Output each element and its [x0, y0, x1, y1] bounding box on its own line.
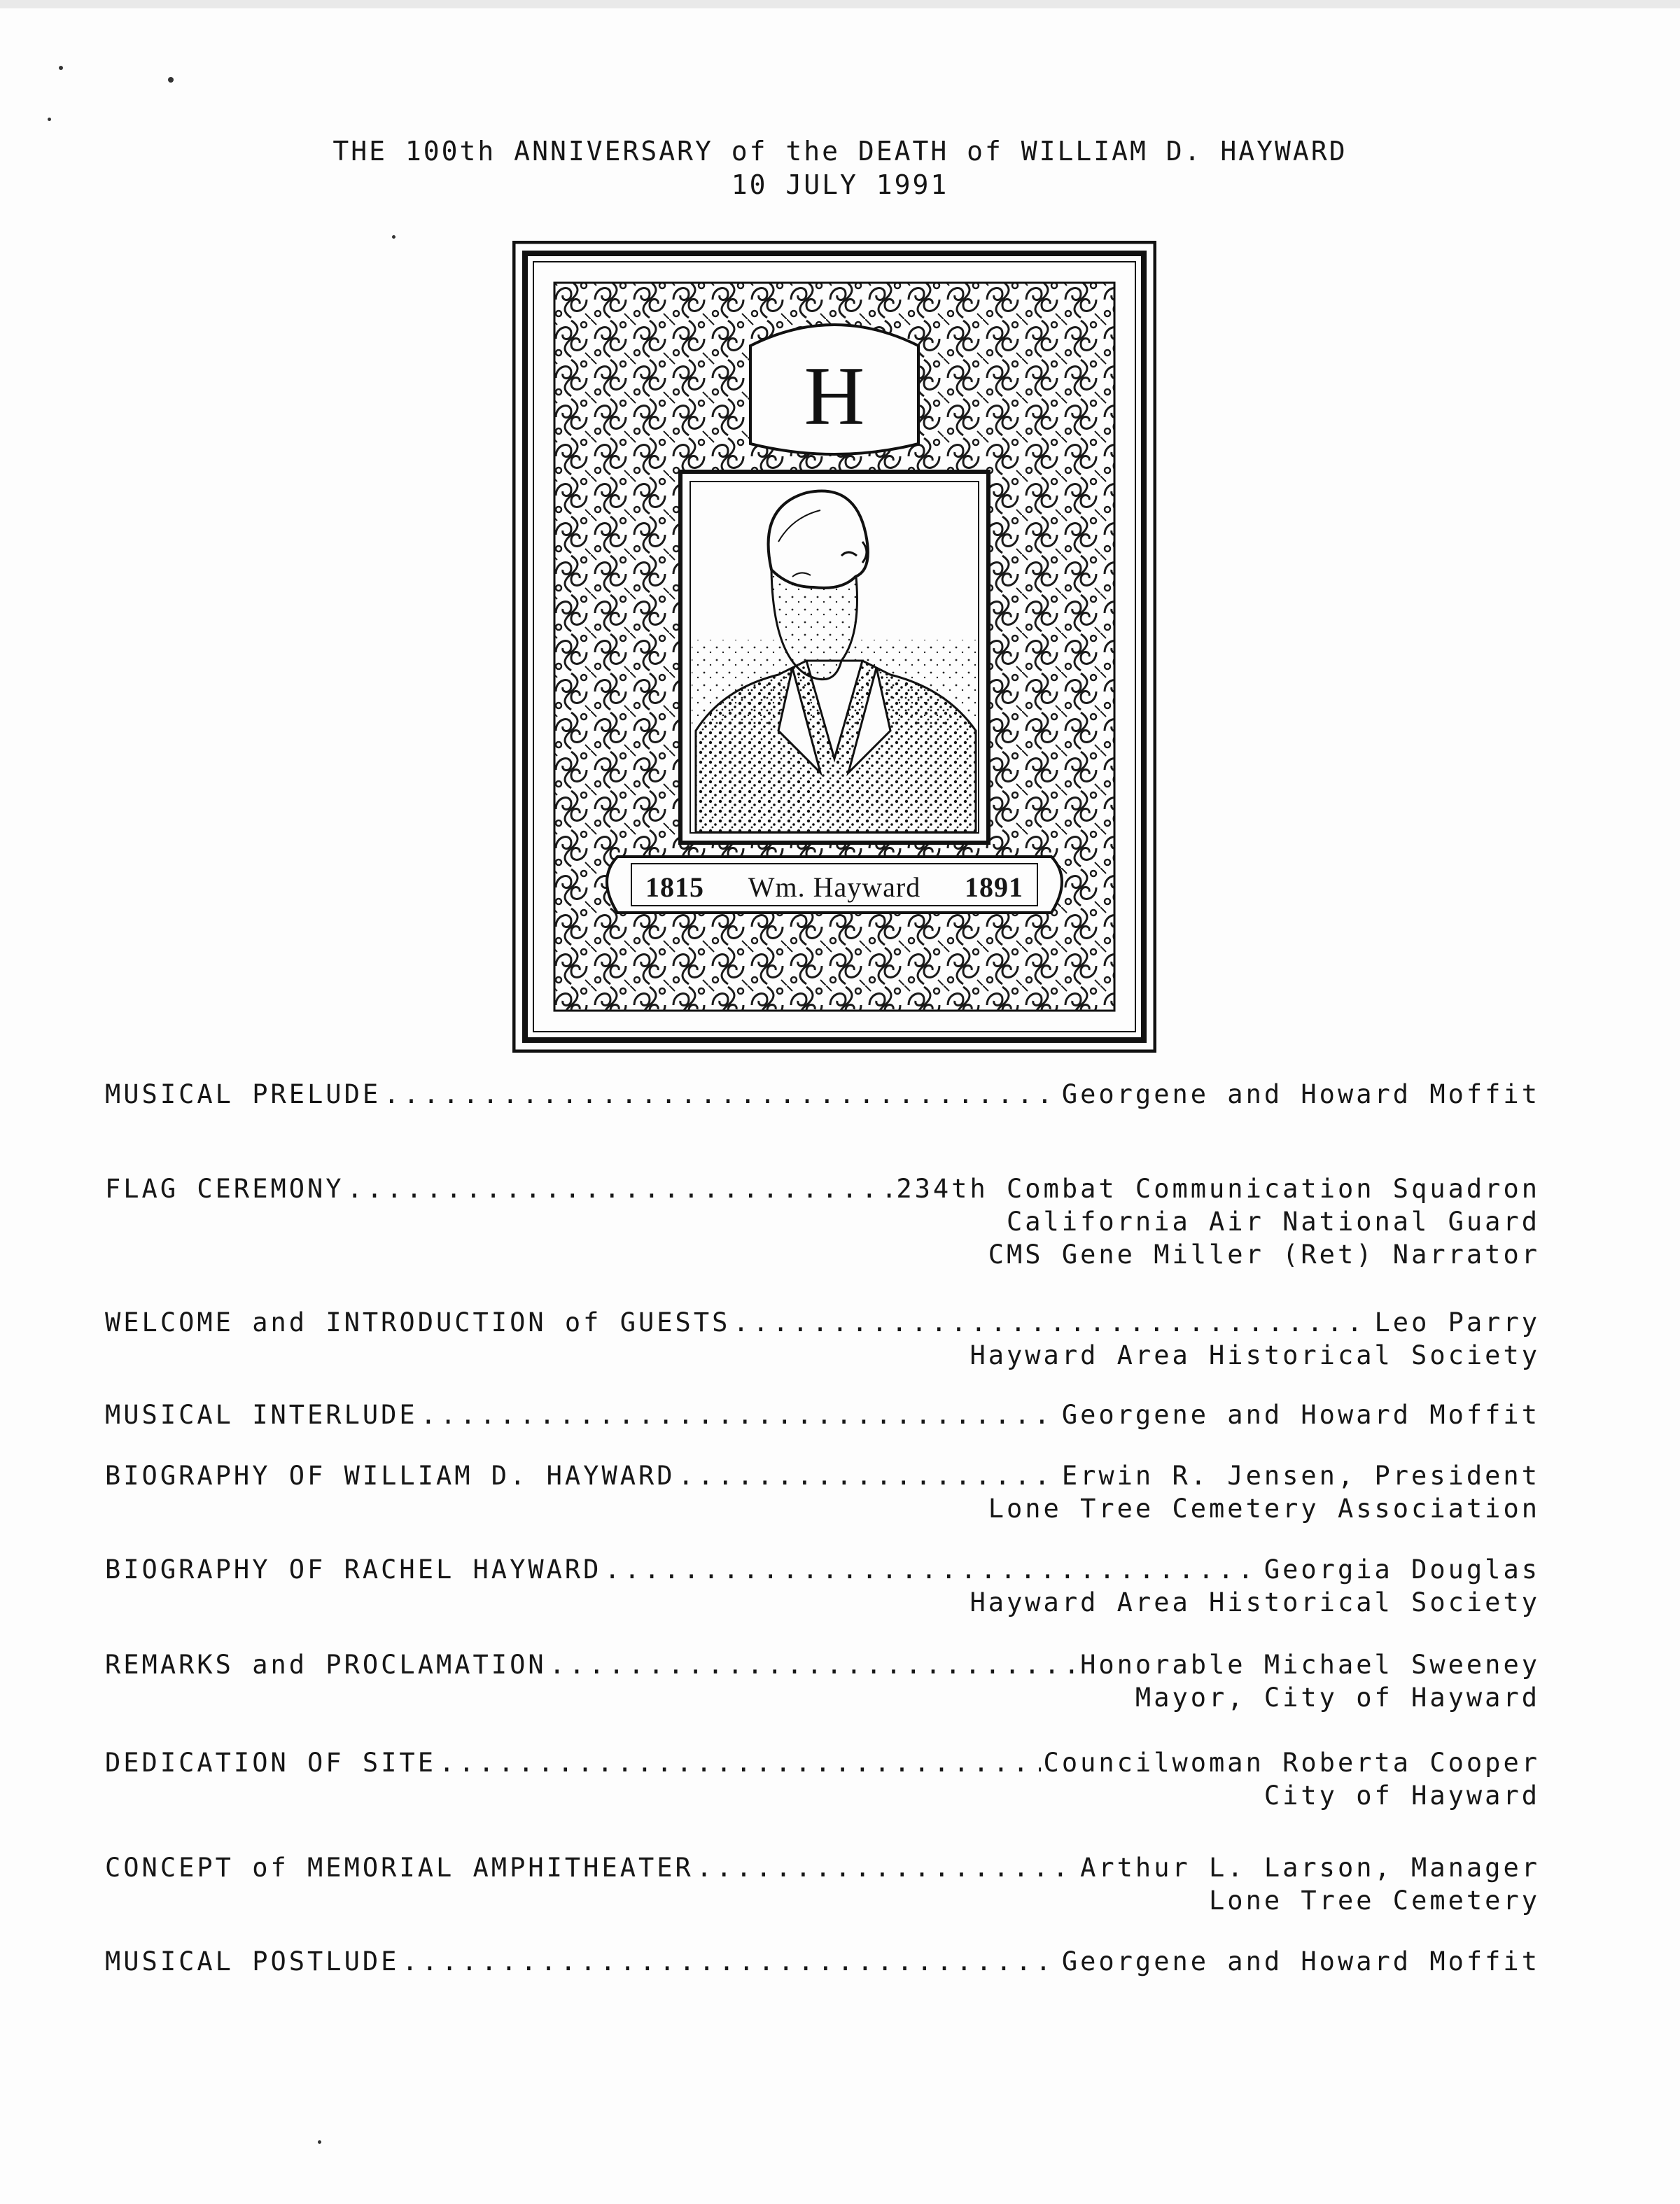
birth-year: 1815	[645, 871, 704, 903]
program-event: BIOGRAPHY OF WILLIAM D. HAYWARD	[105, 1461, 676, 1491]
dot-leader	[604, 1553, 1261, 1586]
scan-speck	[168, 77, 174, 83]
dot-leader	[421, 1398, 1059, 1431]
document-header	[0, 134, 1680, 202]
program-performer: Councilwoman Roberta Cooper	[1043, 1748, 1540, 1778]
program-row	[105, 1553, 1540, 1586]
scan-edge	[0, 0, 1680, 8]
program-detail: Hayward Area Historical Society	[969, 1340, 1540, 1370]
portrait-caption	[645, 864, 1023, 910]
program-detail: Hayward Area Historical Society	[969, 1587, 1540, 1617]
program-detail: California Air National Guard	[1006, 1207, 1540, 1237]
program-event: WELCOME and INTRODUCTION of GUESTS	[105, 1307, 731, 1338]
dot-leader	[439, 1746, 1041, 1779]
program-item	[105, 1078, 1540, 1111]
program-event: MUSICAL PRELUDE	[105, 1079, 382, 1109]
program-performer: Georgene and Howard Moffit	[1061, 1946, 1540, 1977]
program-detail: CMS Gene Miller (Ret) Narrator	[988, 1240, 1540, 1270]
dot-leader	[678, 1459, 1059, 1492]
death-year: 1891	[965, 871, 1023, 903]
monogram-letter: H	[804, 349, 865, 442]
program-event: DEDICATION OF SITE	[105, 1748, 436, 1778]
program-row	[105, 1306, 1540, 1339]
program-list	[105, 1078, 1540, 1978]
document-date: 10 JULY 1991	[731, 169, 949, 200]
program-event: MUSICAL POSTLUDE	[105, 1946, 400, 1977]
program-item	[105, 1945, 1540, 1978]
scan-speck	[59, 66, 63, 70]
dot-leader	[550, 1648, 1077, 1681]
program-item	[105, 1851, 1540, 1917]
program-row	[105, 1459, 1540, 1492]
program-row	[105, 1398, 1540, 1431]
program-event: MUSICAL INTERLUDE	[105, 1400, 418, 1430]
program-row	[105, 1746, 1540, 1779]
program-row	[105, 1851, 1540, 1884]
program-detail: City of Hayward	[1264, 1781, 1540, 1811]
program-performer: Erwin R. Jensen, President	[1061, 1461, 1540, 1491]
program-event: REMARKS and PROCLAMATION	[105, 1650, 547, 1680]
program-performer: 234th Combat Communication Squadron	[896, 1174, 1540, 1204]
dot-leader	[384, 1078, 1059, 1111]
program-item	[105, 1459, 1540, 1525]
portrait-engraving	[512, 241, 1156, 1053]
document-title: THE 100th ANNIVERSARY of the DEATH of WILLIAM D. HAYWARD	[332, 136, 1348, 167]
program-item	[105, 1172, 1540, 1271]
scan-speck	[318, 2140, 321, 2144]
program-event: CONCEPT of MEMORIAL AMPHITHEATER	[105, 1853, 694, 1883]
program-performer: Honorable Michael Sweeney	[1080, 1650, 1540, 1680]
program-detail: Lone Tree Cemetery	[1209, 1886, 1540, 1916]
program-item	[105, 1746, 1540, 1812]
dot-leader	[402, 1945, 1058, 1978]
program-performer: Georgene and Howard Moffit	[1061, 1400, 1540, 1430]
program-item	[105, 1648, 1540, 1714]
program-performer: Georgia Douglas	[1264, 1554, 1540, 1585]
program-performer: Georgene and Howard Moffit	[1061, 1079, 1540, 1109]
program-item	[105, 1398, 1540, 1431]
program-performer: Arthur L. Larson, Manager	[1080, 1853, 1540, 1883]
dot-leader	[733, 1306, 1371, 1339]
scan-speck	[48, 118, 51, 121]
program-detail: Lone Tree Cemetery Association	[988, 1494, 1540, 1524]
program-row	[105, 1078, 1540, 1111]
engraving-artwork	[512, 241, 1156, 1053]
portrait-name: Wm. Hayward	[748, 871, 921, 903]
program-detail: Mayor, City of Hayward	[1135, 1683, 1540, 1713]
program-event: FLAG CEREMONY	[105, 1174, 344, 1204]
program-performer: Leo Parry	[1374, 1307, 1540, 1338]
program-row	[105, 1648, 1540, 1681]
program-item	[105, 1553, 1540, 1619]
scan-speck	[392, 235, 396, 239]
dot-leader	[347, 1172, 894, 1205]
program-row	[105, 1172, 1540, 1205]
program-row	[105, 1945, 1540, 1978]
program-item	[105, 1306, 1540, 1372]
dot-leader	[696, 1851, 1077, 1884]
program-event: BIOGRAPHY OF RACHEL HAYWARD	[105, 1554, 602, 1585]
